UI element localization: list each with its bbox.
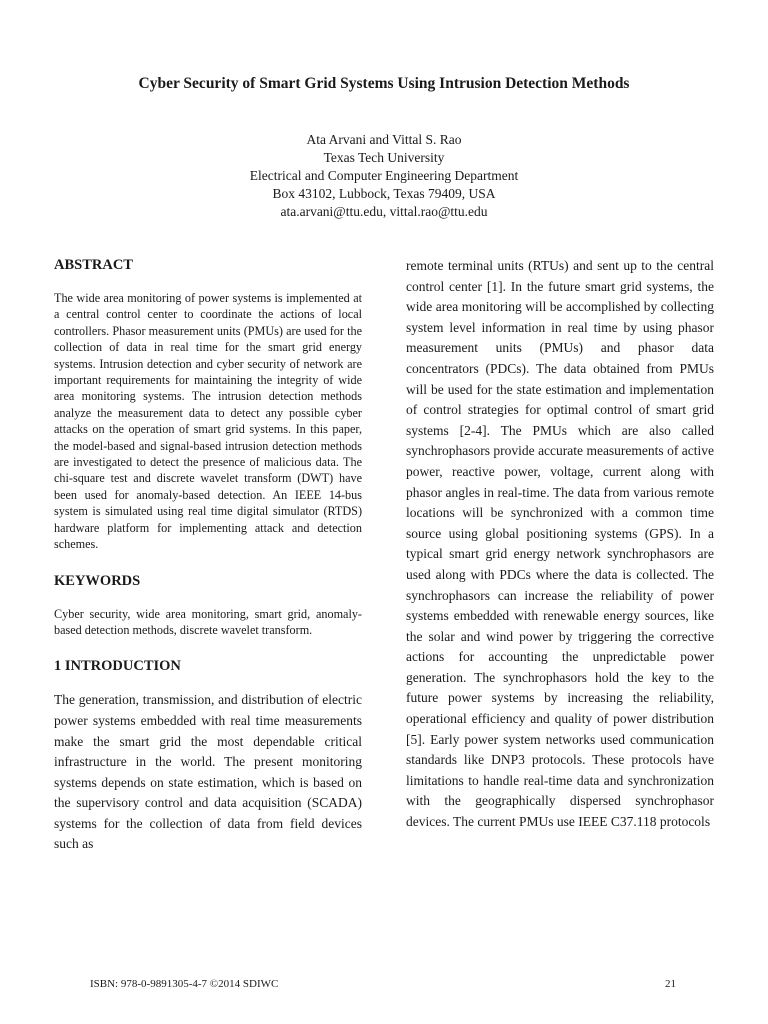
introduction-text-right: remote terminal units (RTUs) and sent up to the central control center [1]. In the future smart grid systems, the wide area monitoring will be accomplished by collecting system level information in real time by using phasor measurement units (PMUs) and phasor data concentrators (PDCs). The data obtained from PMUs will be used for the state estimation and implementation of control strategies for optimal control of smart grid systems [2-4]. The PMUs which are also called synchrophasors provide accurate measurements of active power, reactive power, voltage, current along with phasor angles in real-time. The data from various remote locations will be synchronized with a common time source using global positioning systems (GPS). In a typical smart grid energy network synchrophasors are used along with PDCs where the data is collected. The synchrophasors can increase the reliability of power systems embedded with renewable energy sources, like the solar and wind power by triggering the corrective actions for accounting the unpredictable power generation. The synchrophasors hold the key to the future power systems by increasing the reliability, operational efficiency and quality of power distribution [5]. Early power system networks used communication standards like DNP3 protocols. These protocols have limitations to handle real-time data and synchronization with the geographically dispersed synchrophasor devices. The current PMUs use IEEE C37.118 protocols	[406, 258, 714, 830]
right-column	[406, 256, 714, 833]
footer-page-number: 21	[665, 978, 676, 990]
abstract-heading: ABSTRACT	[54, 257, 133, 273]
left-column	[54, 256, 362, 855]
paper-title: Cyber Security of Smart Grid Systems Using Intrusion Detection Methods	[138, 75, 630, 92]
author-block	[0, 131, 768, 221]
author-emails: ata.arvani@ttu.edu, vittal.rao@ttu.edu	[280, 204, 488, 219]
abstract-text: The wide area monitoring of power systems is implemented at a central control center to coordinate the actions of local controllers. Phasor measurement units (PMUs) are used for the collection of data in real time for the smart grid energy systems. Intrusion detection and cyber security of network are important requirements for maintaining the integrity of wide area monitoring systems. The intrusion detection methods analyze the measurement data to detect any possible cyber attacks on the operation of smart grid systems. In this paper, the model-based and signal-based intrusion detection methods are investigated to detect the presence of malicious data. The chi-square test and discrete wavelet transform (DWT) have been used for anomaly-based detection. An IEEE 14-bus system is simulated using real time digital simulator (RTDS) hardware platform for implementing attack and detection schemes.	[54, 291, 362, 552]
author-address: Box 43102, Lubbock, Texas 79409, USA	[272, 186, 496, 201]
keywords-text: Cyber security, wide area monitoring, smart grid, anomaly-based detection methods, discrete wavelet transform.	[54, 606, 362, 637]
footer-isbn: ISBN: 978-0-9891305-4-7 ©2014 SDIWC	[90, 978, 279, 990]
introduction-heading: 1 INTRODUCTION	[54, 658, 181, 675]
author-university: Texas Tech University	[323, 150, 445, 165]
introduction-text-left: The generation, transmission, and distribution of electric power systems embedded with real time measurements make the smart grid the most dependable critical infrastructure in the world. The present monitoring systems depends on state estimation, which is based on the supervisory control and data acquisition (SCADA) systems for the collection of data from field devices such as	[54, 692, 362, 852]
keywords-heading: KEYWORDS	[54, 572, 141, 589]
author-names: Ata Arvani and Vittal S. Rao	[306, 132, 462, 147]
author-department: Electrical and Computer Engineering Department	[249, 168, 519, 183]
